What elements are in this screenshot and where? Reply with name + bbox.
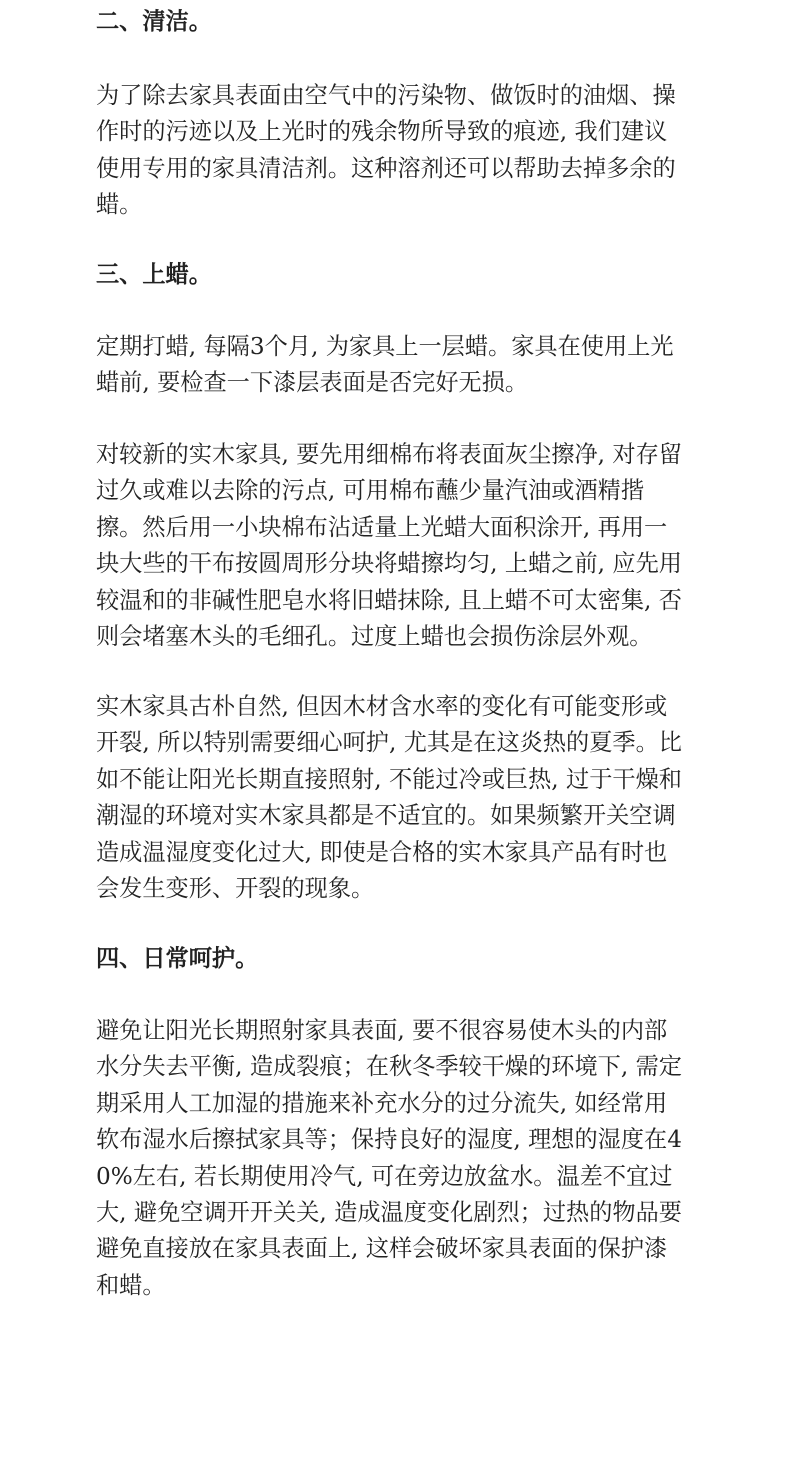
paragraph-daily-care: 避免让阳光长期照射家具表面, 要不很容易使木头的内部水分失去平衡, 造成裂痕；在秋冬季较干燥的环境下, 需定期采用人工加湿的措施来补充水分的过分流失, 如经常用软布湿水后擦拭家具等；保持良好的湿度, 理想的湿度在40%左右, 若长期使用冷气, 可在旁边放盆水。温差不宜过大, 避免空调开开关关, 造成温度变化剧烈；过热的物品要避免直接放在家具表面上, 这样会破坏家具表面的保护漆和蜡。 [96,1017,682,1299]
section-heading-waxing: 三、上蜡。 [96,261,212,288]
paragraph-solid-wood-care: 实木家具古朴自然, 但因木材含水率的变化有可能变形或开裂, 所以特别需要细心呵护, 尤其是在这炎热的夏季。比如不能让阳光长期直接照射, 不能过冷或巨热, 过于干燥和潮湿的环境对实木家具都是不适宜的。如果频繁开关空调造成温湿度变化过大, 即使是合格的实木家具产品有时也会发生变形、开裂的现象。 [96,693,682,903]
section-heading-daily-care: 四、日常呵护。 [96,945,259,972]
paragraph-cleaning: 为了除去家具表面由空气中的污染物、做饭时的油烟、操作时的污迹以及上光时的残余物所导致的痕迹, 我们建议使用专用的家具清洁剂。这种溶剂还可以帮助去掉多余的蜡。 [96,82,676,219]
paragraph-waxing-schedule: 定期打蜡, 每隔3个月, 为家具上一层蜡。家具在使用上光蜡前, 要检查一下漆层表面是否完好无损。 [96,333,674,397]
section-heading-cleaning: 二、清洁。 [96,8,212,35]
paragraph-waxing-method: 对较新的实木家具, 要先用细棉布将表面灰尘擦净, 对存留过久或难以去除的污点, 可用棉布蘸少量汽油或酒精揩擦。然后用一小块棉布沾适量上光蜡大面积涂开, 再用一块大些的干布按圆周形分块将蜡擦均匀, 上蜡之前, 应先用较温和的非碱性肥皂水将旧蜡抹除, 且上蜡不可太密集, 否则会堵塞木头的毛细孔。过度上蜡也会损伤涂层外观。 [96,441,682,651]
